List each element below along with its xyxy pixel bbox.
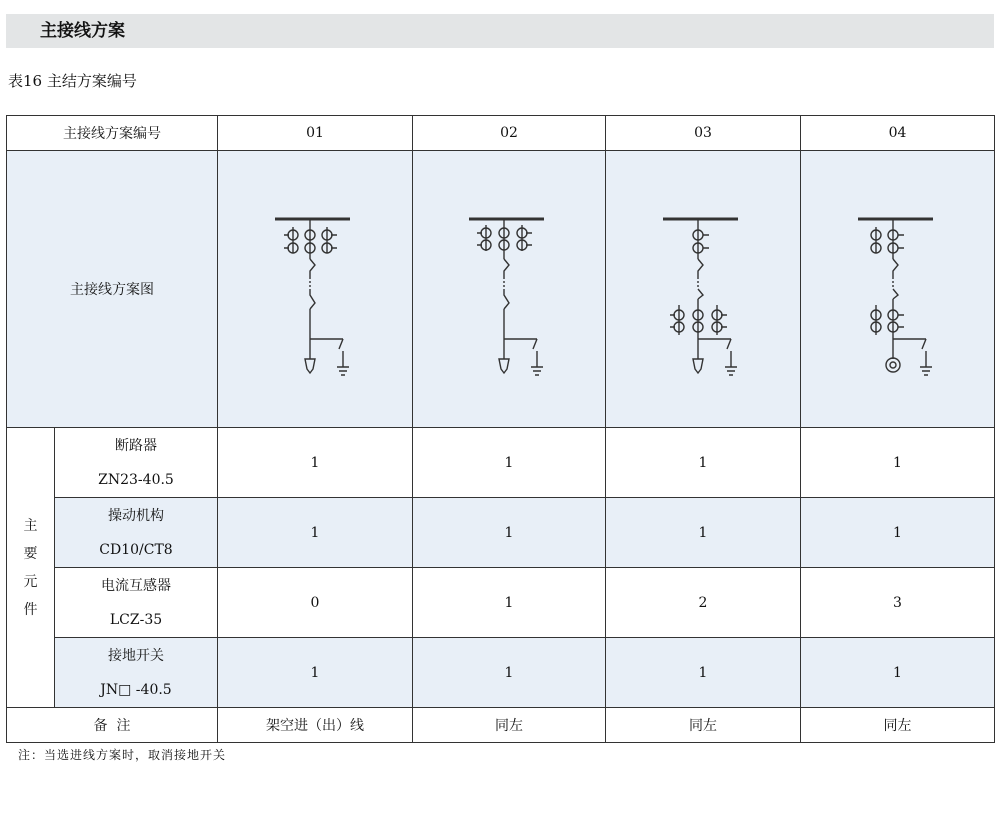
part-model: LCZ-35	[109, 611, 163, 628]
part-cell	[55, 428, 218, 498]
part-model: ZN23-40.5	[98, 471, 174, 488]
quantity-cell: 1	[801, 498, 995, 568]
diagram-row	[7, 151, 995, 428]
quantity-cell: 1	[218, 638, 413, 708]
part-model: CD10/CT8	[99, 541, 173, 558]
scheme-diagram-label: 主接线方案图	[7, 151, 218, 428]
part-cell	[55, 498, 218, 568]
column-header: 02	[413, 116, 606, 151]
remarks-cell: 同左	[413, 708, 606, 743]
scheme-diagram-01	[218, 151, 413, 428]
part-name: 接地开关	[108, 647, 164, 664]
scheme-diagram-03	[606, 151, 801, 428]
quantity-cell: 1	[413, 568, 606, 638]
quantity-cell: 1	[801, 638, 995, 708]
part-cell	[55, 638, 218, 708]
wiring-diagram-01	[255, 199, 375, 379]
quantity-cell: 0	[218, 568, 413, 638]
column-header: 01	[218, 116, 413, 151]
footnote: 注：当选进线方案时，取消接地开关	[18, 748, 227, 762]
wiring-diagram-04	[838, 199, 958, 379]
part-row	[7, 428, 995, 498]
quantity-cell: 1	[413, 638, 606, 708]
category-char: 主	[23, 517, 38, 534]
table-caption: 表16 主结方案编号	[8, 72, 137, 90]
part-row	[7, 498, 995, 568]
remarks-row	[7, 708, 995, 743]
quantity-cell: 2	[606, 568, 801, 638]
category-char: 要	[23, 545, 38, 562]
quantity-cell: 1	[606, 498, 801, 568]
part-name: 操动机构	[108, 507, 164, 524]
part-name: 断路器	[115, 437, 157, 454]
section-title: 主接线方案	[40, 21, 125, 41]
quantity-cell: 1	[218, 428, 413, 498]
quantity-cell: 1	[606, 428, 801, 498]
wiring-diagram-03	[643, 199, 763, 379]
quantity-cell: 1	[413, 498, 606, 568]
section-header-bar	[6, 14, 994, 48]
part-row	[7, 568, 995, 638]
remarks-cell: 架空进（出）线	[218, 708, 413, 743]
wiring-diagram-02	[449, 199, 569, 379]
quantity-cell: 1	[413, 428, 606, 498]
remarks-cell: 同左	[606, 708, 801, 743]
part-cell	[55, 568, 218, 638]
column-header: 04	[801, 116, 995, 151]
quantity-cell: 3	[801, 568, 995, 638]
scheme-diagram-04	[801, 151, 995, 428]
quantity-cell: 1	[801, 428, 995, 498]
scheme-number-label: 主接线方案编号	[7, 116, 218, 151]
quantity-cell: 1	[218, 498, 413, 568]
part-model: JN□ -40.5	[100, 681, 172, 698]
header-row	[7, 116, 995, 151]
category-char: 件	[23, 601, 38, 618]
remarks-label: 备 注	[7, 708, 218, 743]
scheme-diagram-02	[413, 151, 606, 428]
part-row	[7, 638, 995, 708]
column-header: 03	[606, 116, 801, 151]
scheme-table	[6, 115, 995, 743]
part-name: 电流互感器	[101, 577, 171, 594]
quantity-cell: 1	[606, 638, 801, 708]
category-char: 元	[23, 573, 38, 590]
main-components-label	[7, 428, 55, 708]
remarks-cell: 同左	[801, 708, 995, 743]
